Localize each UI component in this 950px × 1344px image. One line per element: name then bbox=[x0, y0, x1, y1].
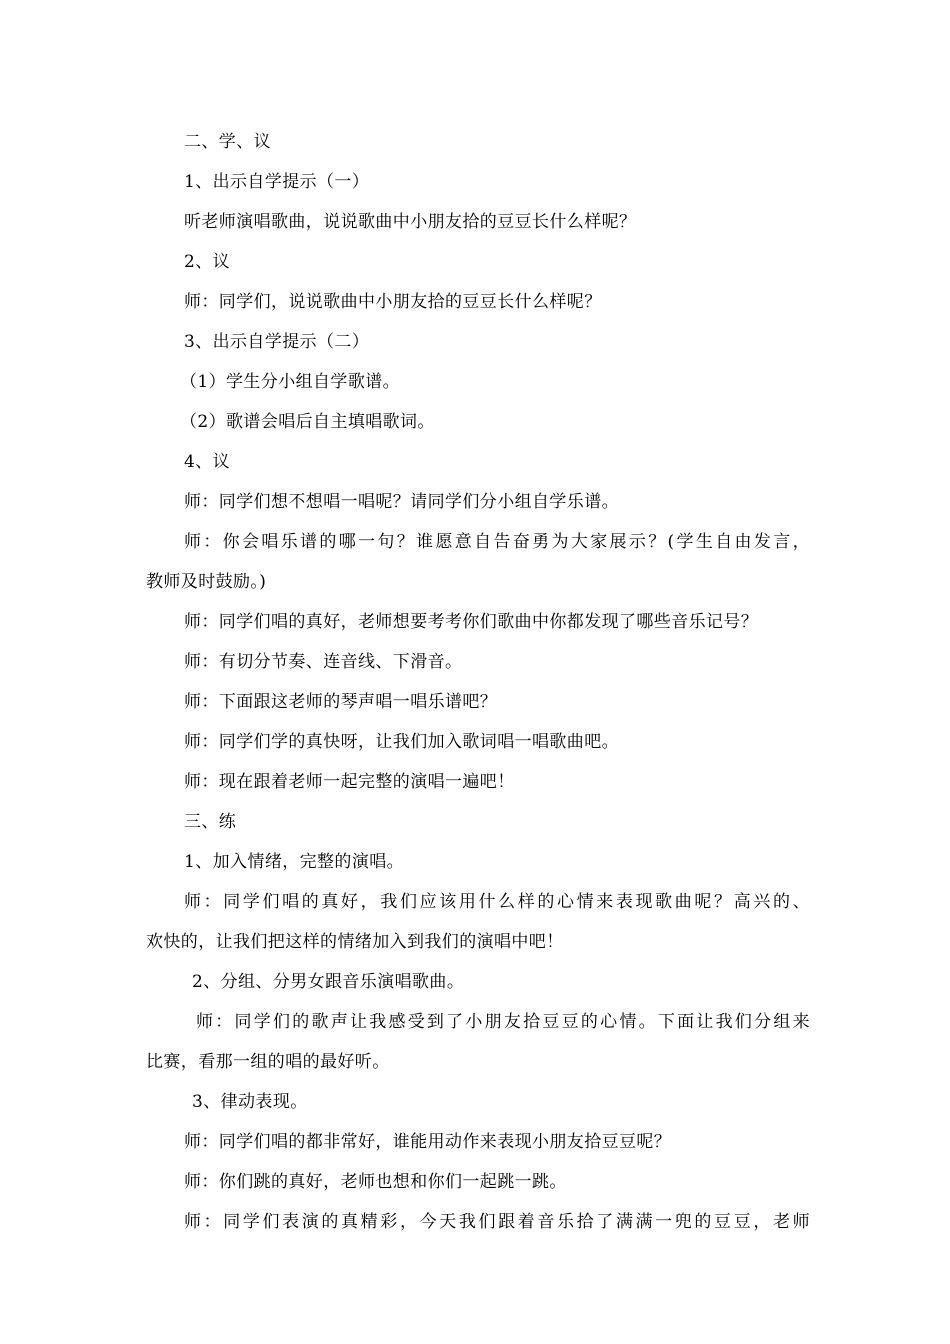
paragraph-line: 师：同学们学的真快呀，让我们加入歌词唱一唱歌曲吧。 bbox=[184, 732, 619, 752]
paragraph-line: 比赛，看那一组的唱的最好听。 bbox=[146, 1052, 390, 1072]
step-heading: 1、加入情绪，完整的演唱。 bbox=[184, 852, 405, 872]
paragraph-line: 欢快的，让我们把这样的情绪加入到我们的演唱中吧！ bbox=[146, 932, 564, 952]
step-heading: 3、出示自学提示（二） bbox=[184, 332, 370, 352]
step-heading: 2、议 bbox=[184, 252, 231, 272]
step-heading: 3、律动表现。 bbox=[192, 1092, 308, 1112]
step-heading: 4、议 bbox=[184, 452, 231, 472]
paragraph-line: 师：下面跟这老师的琴声唱一唱乐谱吧？ bbox=[184, 692, 498, 712]
paragraph-line: 师：同学们，说说歌曲中小朋友拾的豆豆长什么样呢？ bbox=[184, 292, 602, 312]
paragraph-line: 师：同学们表演的真精彩，今天我们跟着音乐拾了满满一兜的豆豆，老师 bbox=[184, 1212, 810, 1232]
document-body bbox=[146, 122, 810, 1242]
paragraph-line: 师：有切分节奏、连音线、下滑音。 bbox=[184, 652, 463, 672]
step-heading: 1、出示自学提示（一） bbox=[184, 172, 370, 192]
paragraph-line: 教师及时鼓励。) bbox=[146, 572, 267, 592]
section-heading-learn-discuss: 二、学、议 bbox=[184, 132, 271, 152]
section-heading-practice: 三、练 bbox=[184, 812, 237, 832]
paragraph-line: 听老师演唱歌曲，说说歌曲中小朋友拾的豆豆长什么样呢？ bbox=[184, 212, 637, 232]
paragraph-line: 师：同学们唱的真好，我们应该用什么样的心情来表现歌曲呢？高兴的、 bbox=[184, 892, 810, 912]
list-item: （1）学生分小组自学歌谱。 bbox=[180, 372, 401, 392]
paragraph-line: 师：同学们想不想唱一唱呢？请同学们分小组自学乐谱。 bbox=[184, 492, 619, 512]
paragraph-line: 师：同学们唱的都非常好，谁能用动作来表现小朋友拾豆豆呢？ bbox=[184, 1132, 672, 1152]
paragraph-line: 师：你会唱乐谱的哪一句？谁愿意自告奋勇为大家展示？(学生自由发言， bbox=[184, 532, 810, 552]
paragraph-line: 师：同学们唱的真好，老师想要考考你们歌曲中你都发现了哪些音乐记号？ bbox=[184, 612, 759, 632]
paragraph-line: 师：现在跟着老师一起完整的演唱一遍吧！ bbox=[184, 772, 515, 792]
paragraph-line: 师：你们跳的真好，老师也想和你们一起跳一跳。 bbox=[184, 1172, 567, 1192]
paragraph-line: 师：同学们的歌声让我感受到了小朋友拾豆豆的心情。下面让我们分组来 bbox=[196, 1012, 810, 1032]
list-item: （2）歌谱会唱后自主填唱歌词。 bbox=[180, 412, 435, 432]
step-heading: 2、分组、分男女跟音乐演唱歌曲。 bbox=[192, 972, 465, 992]
